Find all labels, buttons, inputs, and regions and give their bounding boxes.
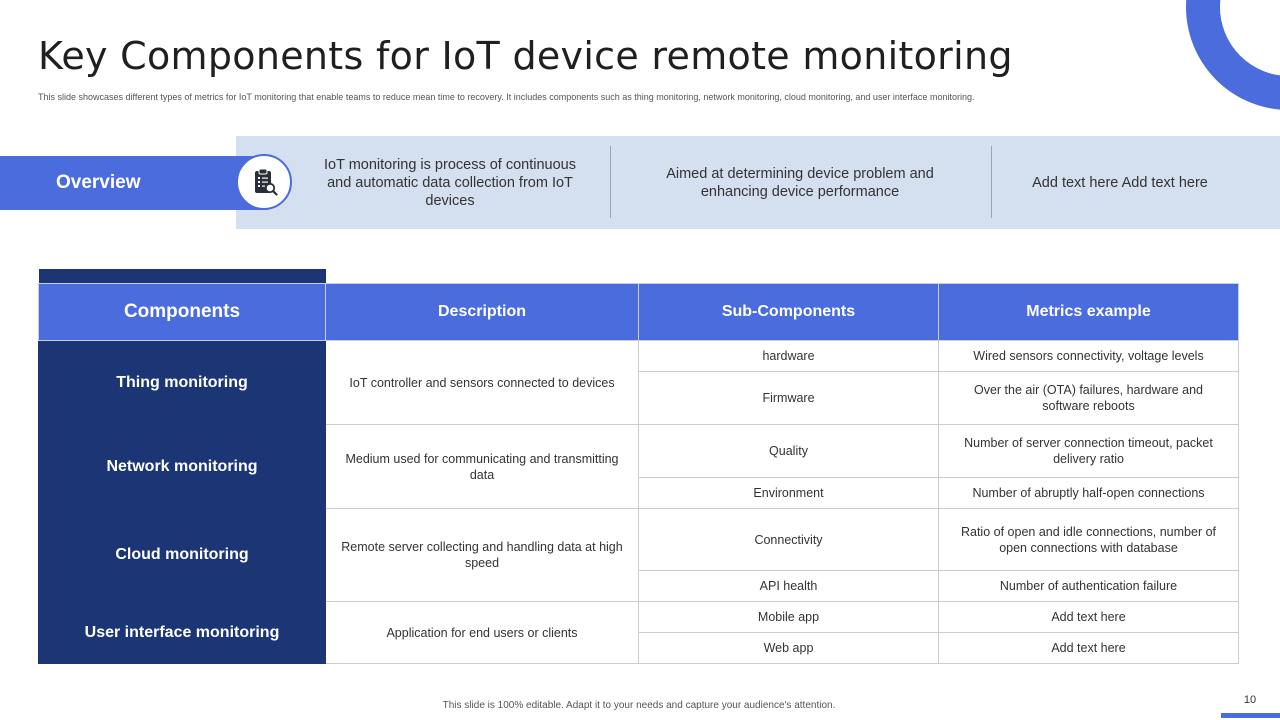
slide-footer: This slide is 100% editable. Adapt it to your needs and capture your audience's attention. [442,700,836,711]
header-metrics-example: Metrics example [939,284,1239,341]
page-number-bar [1221,713,1280,718]
sub-component-cell: Quality [639,425,939,478]
slide-subtitle: This slide showcases different types of metrics for IoT monitoring that enable teams to reduce mean time to recovery. It includes components such as thing monitoring, network monitoring, cloud monitoring, and user interface monitoring. [38,92,975,102]
clipboard-search-icon [236,154,292,210]
sub-component-cell: Firmware [639,372,939,425]
header-components: Components [39,284,326,341]
sub-component-cell: hardware [639,341,939,372]
table-row [39,425,1239,478]
component-cell: User interface monitoring [39,602,326,664]
table-tab-decoration [39,269,326,284]
header-description: Description [326,284,639,341]
overview-divider [991,146,992,218]
sub-component-cell: Web app [639,633,939,664]
table-row [39,341,1239,372]
metric-cell: Over the air (OTA) failures, hardware and software reboots [939,372,1239,425]
component-cell: Cloud monitoring [39,509,326,602]
metric-cell: Number of authentication failure [939,571,1239,602]
slide-title: Key Components for IoT device remote monitoring [38,34,1013,78]
table-row [39,602,1239,633]
decorative-ring [1186,0,1280,110]
header-sub-components: Sub-Components [639,284,939,341]
metric-cell: Add text here [939,633,1239,664]
component-cell: Network monitoring [39,425,326,509]
metric-cell: Ratio of open and idle connections, number of open connections with database [939,509,1239,571]
overview-text-2: Aimed at determining device problem and enhancing device performance [666,165,934,200]
overview-divider [610,146,611,218]
description-cell: Medium used for communicating and transmitting data [326,425,639,509]
sub-component-cell: Environment [639,478,939,509]
overview-text-3: Add text here Add text here [1032,174,1208,191]
page-number: 10 [1243,694,1257,706]
component-cell: Thing monitoring [39,341,326,425]
metric-cell: Number of abruptly half-open connections [939,478,1239,509]
sub-component-cell: API health [639,571,939,602]
metric-cell: Wired sensors connectivity, voltage levels [939,341,1239,372]
sub-component-cell: Connectivity [639,509,939,571]
table-header-row [39,284,1239,341]
description-cell: Remote server collecting and handling data at high speed [326,509,639,602]
table-row [39,509,1239,571]
description-cell: IoT controller and sensors connected to devices [326,341,639,425]
components-table [38,283,1239,664]
metric-cell: Add text here [939,602,1239,633]
overview-text-1: IoT monitoring is process of continuous and automatic data collection from IoT devices [323,156,576,209]
sub-component-cell: Mobile app [639,602,939,633]
metric-cell: Number of server connection timeout, packet delivery ratio [939,425,1239,478]
description-cell: Application for end users or clients [326,602,639,664]
overview-label: Overview [0,156,268,210]
